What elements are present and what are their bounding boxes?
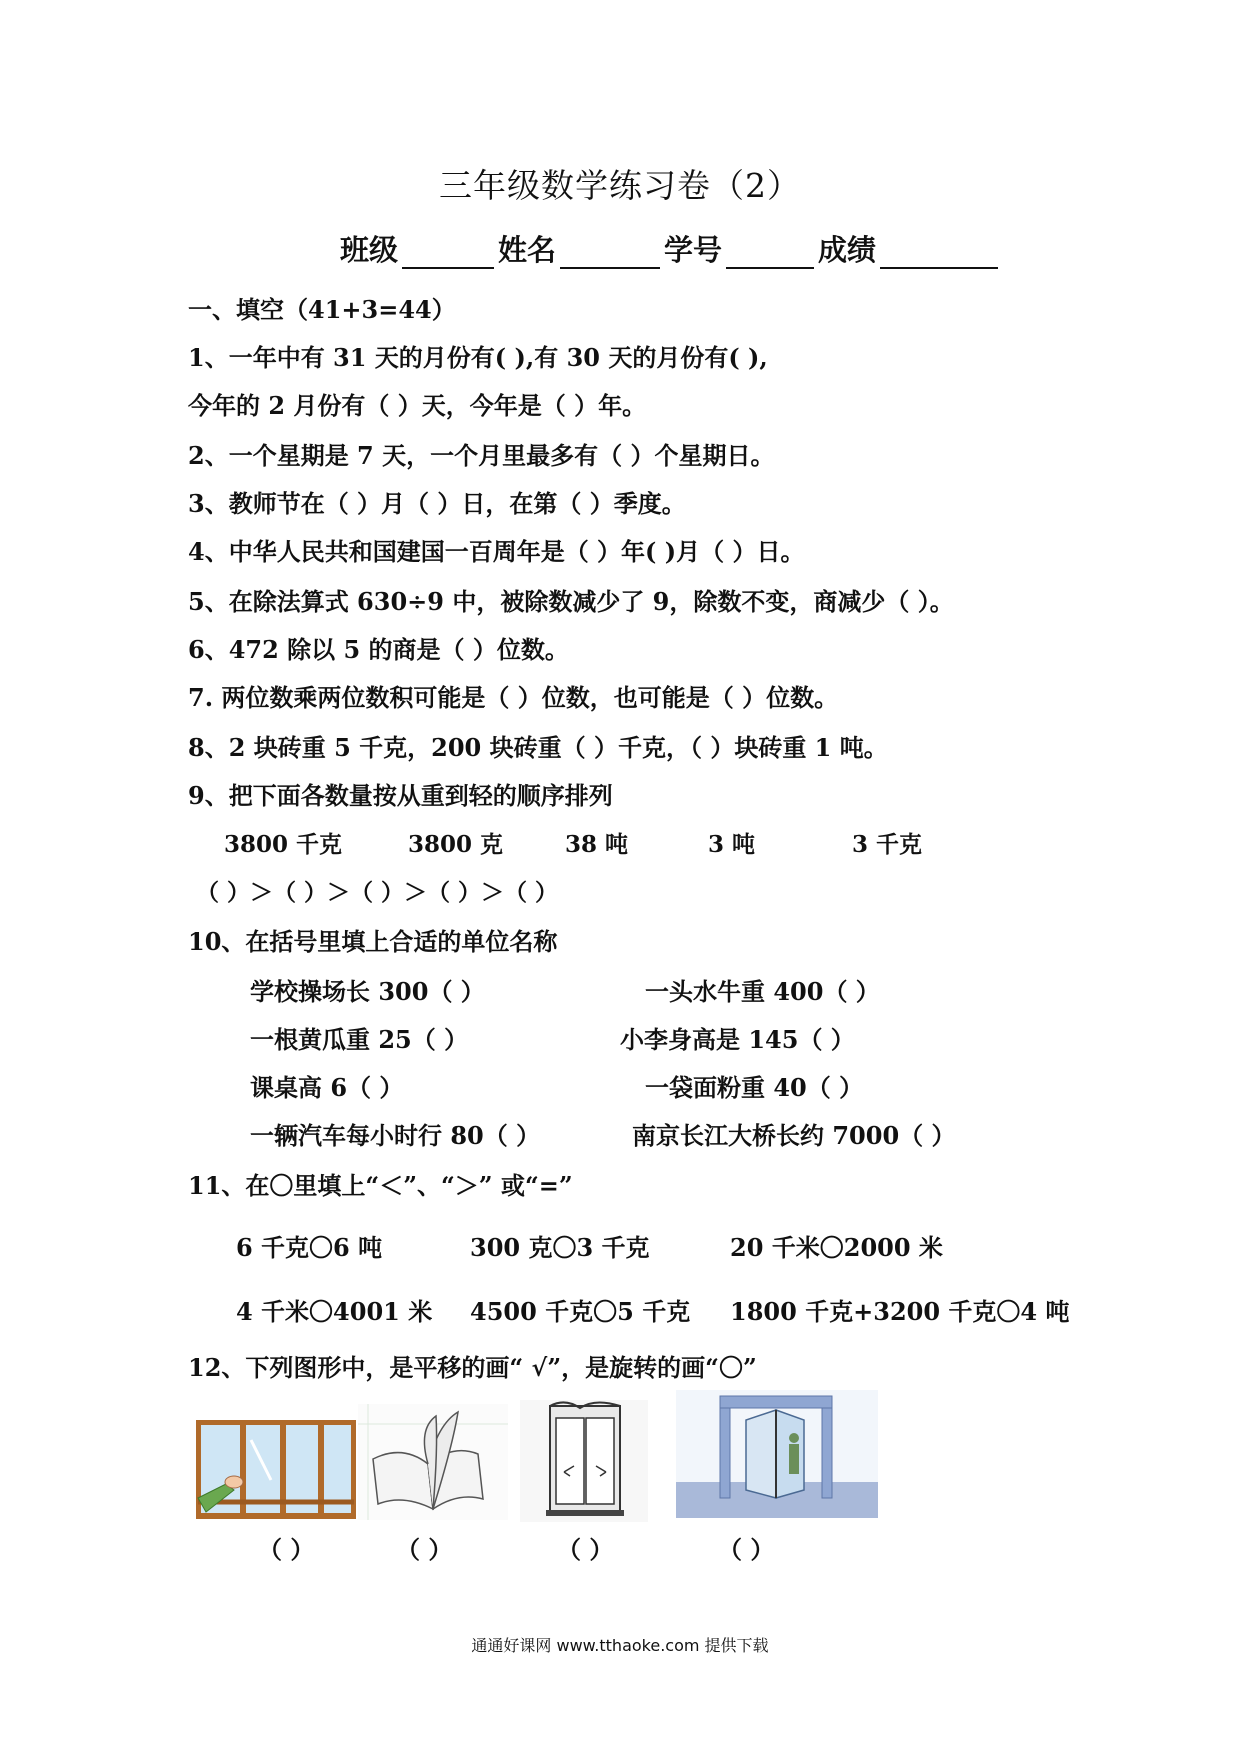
cabinet-doors-image [520,1400,648,1522]
q11-item: 4500 千克〇5 千克 [470,1297,691,1326]
q11-item: 300 克〇3 千克 [470,1233,650,1262]
q9-item: 3 吨 [708,831,756,858]
question-7: 7. 两位数乘两位数积可能是（ ）位数，也可能是（ ）位数。 [188,683,839,712]
page-title: 三年级数学练习卷（2） [439,166,801,205]
question-5: 5、在除法算式 630÷9 中，被除数减少了 9，除数不变，商减少（ ）。 [188,587,954,616]
q9-item: 3800 千克 [224,831,343,858]
class-blank[interactable] [402,241,494,269]
q10-item: 一根黄瓜重 25（ ） [250,1025,469,1054]
question-1-line-2: 今年的 2 月份有（ ）天，今年是（ ）年。 [188,391,647,420]
question-2: 2、一个星期是 7 天，一个月里最多有（ ）个星期日。 [188,441,775,470]
question-3: 3、教师节在（ ）月（ ）日，在第（ ）季度。 [188,489,686,518]
q11-item: 4 千米〇4001 米 [236,1297,433,1326]
q10-item: 学校操场长 300（ ） [250,977,485,1006]
answer-blank-1[interactable]: （ ） [258,1535,315,1564]
q11-item: 20 千米〇2000 米 [730,1233,943,1262]
answer-blank-2[interactable]: （ ） [396,1535,453,1564]
score-label: 成绩 [818,233,877,267]
question-8: 8、2 块砖重 5 千克，200 块砖重（ ）千克，（ ）块砖重 1 吨。 [188,733,888,762]
q9-item: 3800 克 [408,831,504,858]
question-10: 10、在括号里填上合适的单位名称 [188,927,558,956]
q9-order-blanks: （ ）＞（ ）＞（ ）＞（ ）＞（ ） [196,879,559,906]
question-6: 6、472 除以 5 的商是（ ）位数。 [188,635,569,664]
section-heading: 一、填空（41+3=44） [188,295,456,324]
footer-credit: 通通好课网 www.tthaoke.com 提供下载 [471,1636,769,1655]
name-blank[interactable] [560,241,660,269]
q10-item: 一辆汽车每小时行 80（ ） [250,1121,541,1150]
revolving-door-image [676,1390,878,1518]
sliding-window-image [196,1420,356,1520]
name-label: 姓名 [498,233,557,267]
q11-item: 6 千克〇6 吨 [236,1233,383,1262]
q10-item: 一头水牛重 400（ ） [645,977,880,1006]
number-blank[interactable] [726,241,814,269]
q10-item: 小李身高是 145（ ） [620,1025,855,1054]
class-label: 班级 [340,233,399,267]
q11-item: 1800 千克+3200 千克〇4 吨 [730,1297,1070,1326]
answer-blank-3[interactable]: （ ） [557,1535,614,1564]
question-12: 12、下列图形中，是平移的画“ √”，是旋转的画“〇” [188,1353,757,1382]
number-label: 学号 [664,233,723,267]
book-image [358,1404,508,1520]
q10-item: 南京长江大桥长约 7000（ ） [632,1121,956,1150]
q9-item: 38 吨 [565,831,629,858]
q9-item: 3 千克 [852,831,923,858]
question-1-line-1: 1、一年中有 31 天的月份有( ),有 30 天的月份有( ), [188,343,768,372]
question-9: 9、把下面各数量按从重到轻的顺序排列 [188,781,613,810]
score-blank[interactable] [880,241,998,269]
question-4: 4、中华人民共和国建国一百周年是（ ）年( )月（ ）日。 [188,537,805,566]
answer-blank-4[interactable]: （ ） [718,1535,775,1564]
q10-item: 课桌高 6（ ） [250,1073,404,1102]
student-info-row [340,228,1002,269]
q10-item: 一袋面粉重 40（ ） [645,1073,864,1102]
question-11: 11、在〇里填上“＜”、“＞” 或“=” [188,1171,573,1200]
